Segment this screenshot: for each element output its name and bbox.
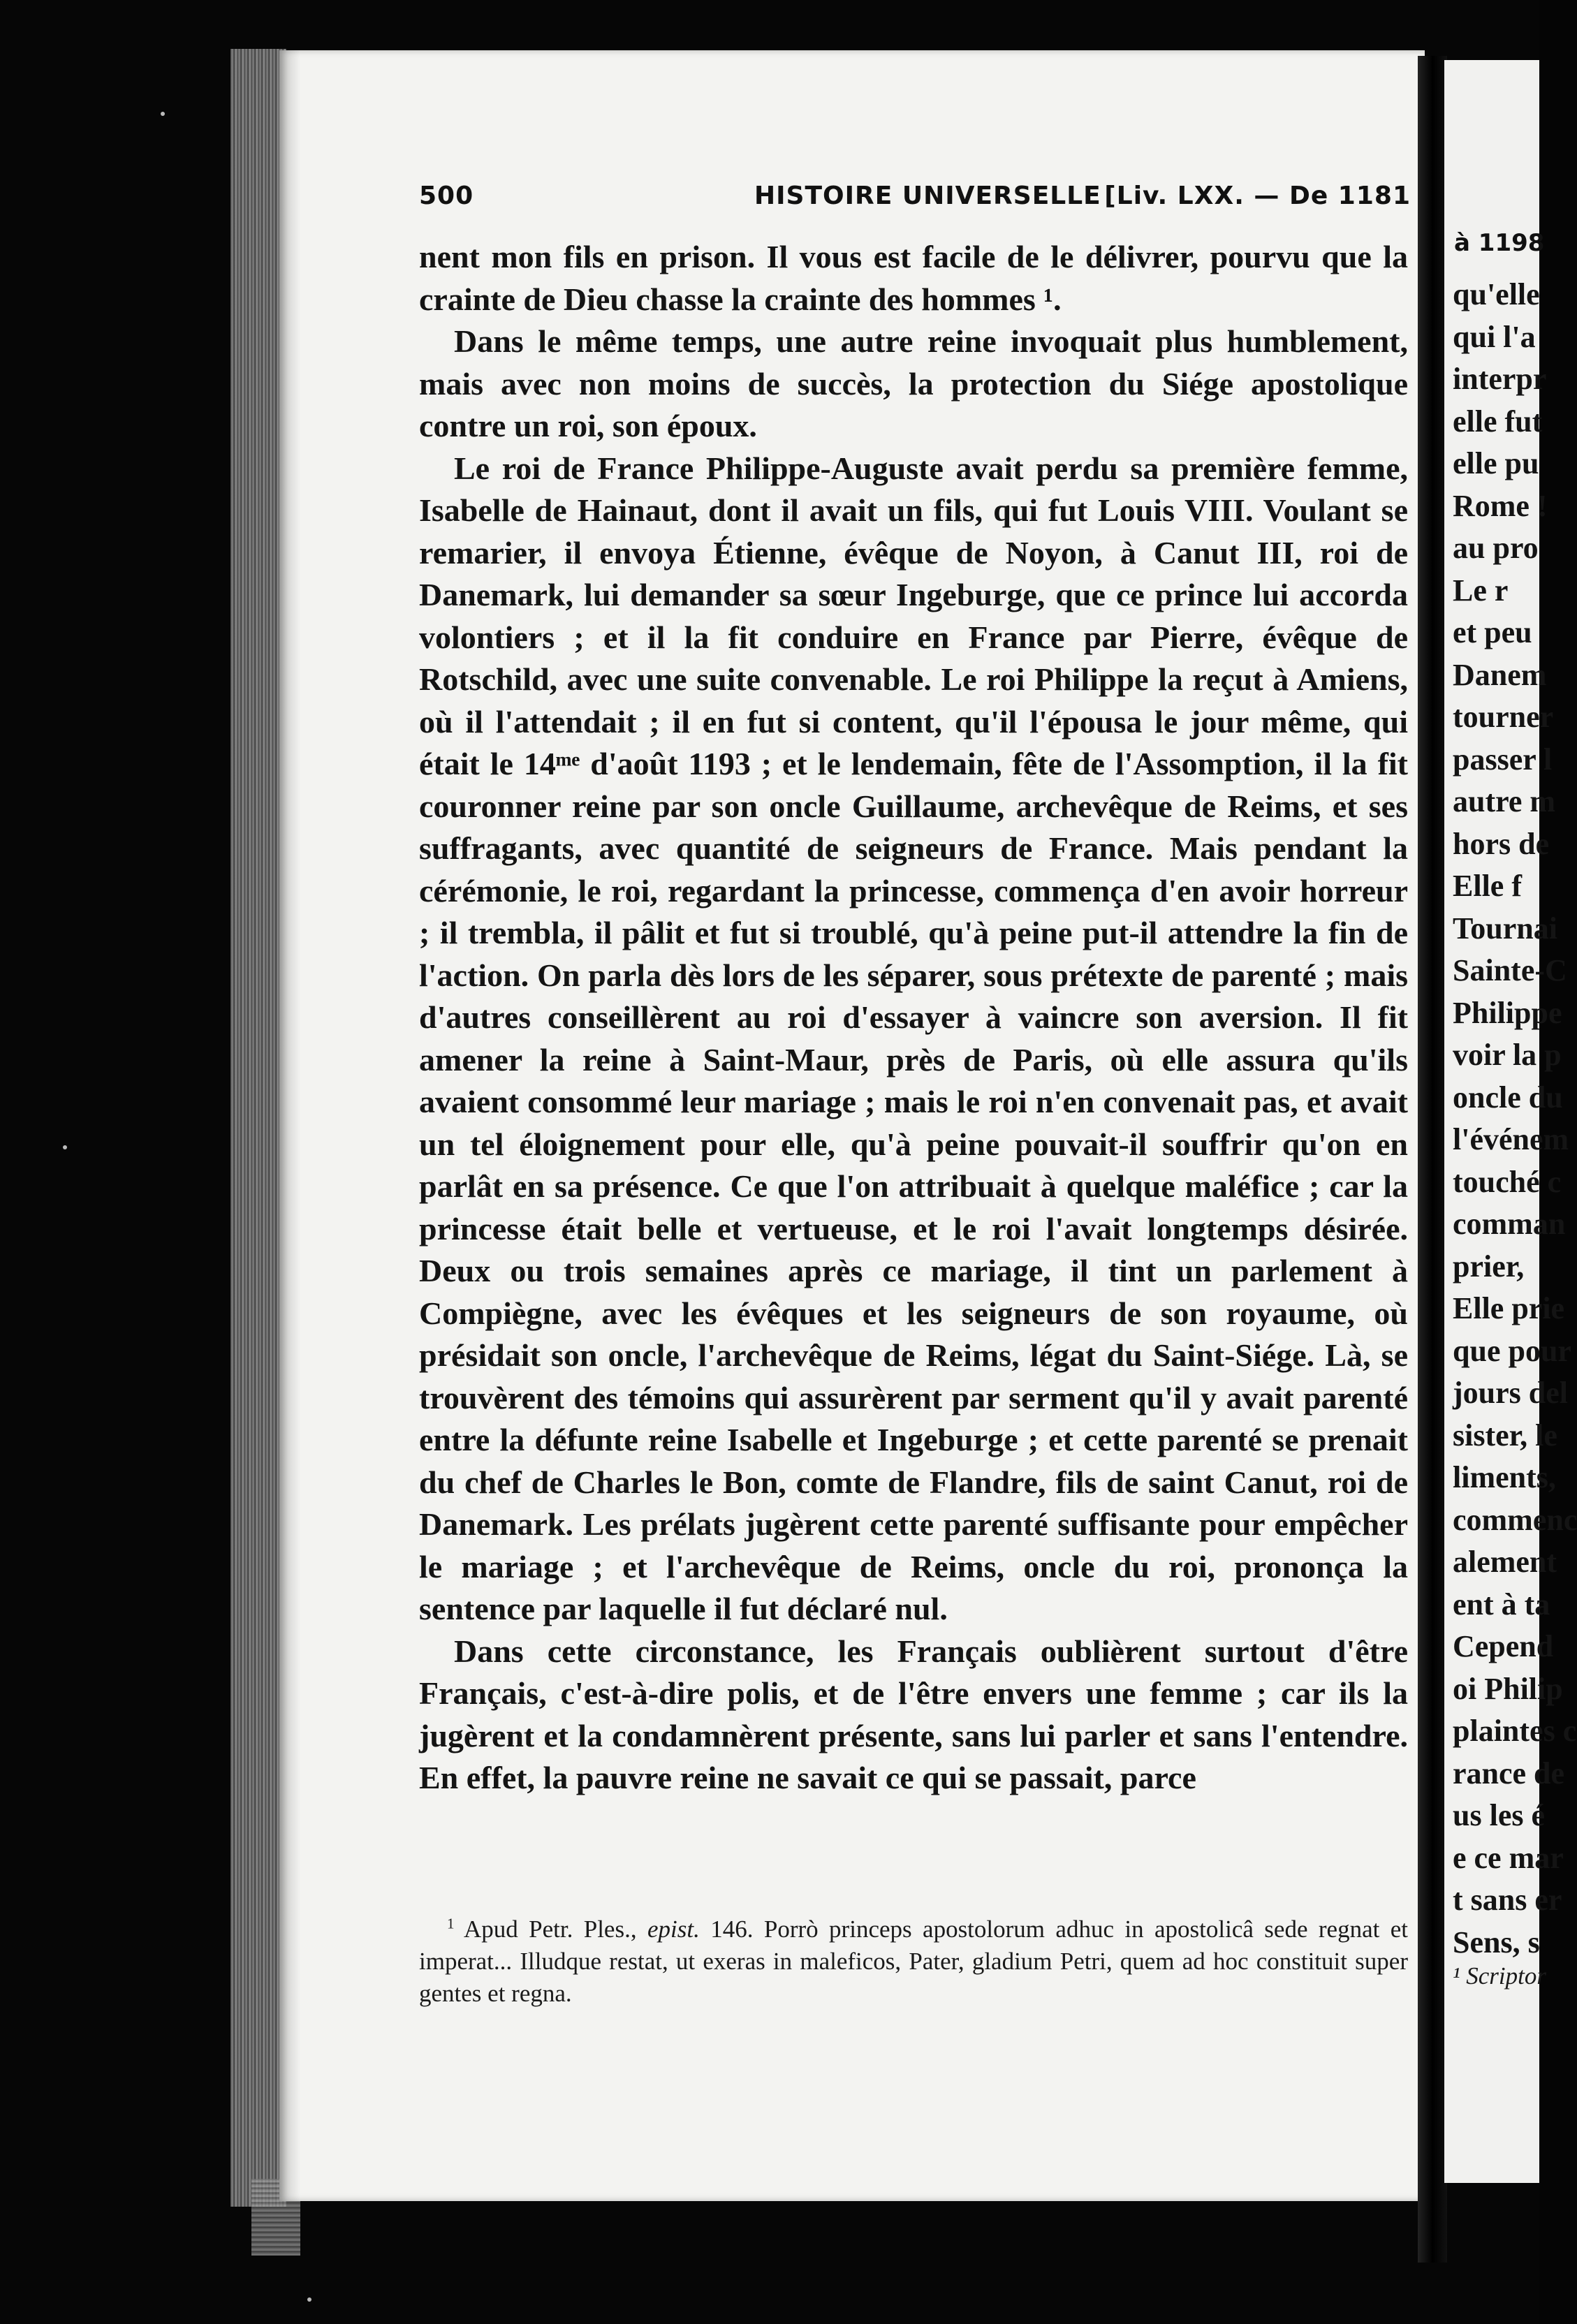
facing-page-line: jours del [1453,1376,1568,1410]
facing-page-line: Danem [1453,657,1547,692]
facing-page-lines [1453,274,1577,1964]
running-title: HISTOIRE UNIVERSELLE [754,182,1101,210]
page-number: 500 [419,182,474,210]
facing-page-line: voir la p [1453,1038,1562,1072]
facing-footnote: ¹ Scriptor [1453,1962,1546,1990]
book-page-edges [230,49,286,2207]
facing-page-line: e ce mar [1453,1840,1564,1875]
facing-page-line: us les é [1453,1798,1545,1832]
facing-page-line: passer l [1453,742,1553,777]
facing-page-line: Philippe [1453,995,1562,1030]
footnote [419,1913,1408,2010]
facing-page-line: oncle du [1453,1080,1563,1115]
facing-page-line: t sans er [1453,1883,1562,1917]
facing-page-line: Sainte-C [1453,953,1567,987]
facing-page-line: tourner [1453,700,1554,734]
facing-page-line: sister, le [1453,1418,1557,1452]
body-text [419,236,1408,1800]
facing-page-line: autre m [1453,784,1556,818]
paragraph: Dans cette circonstance, les Français oublièrent surtout d'être Français, c'est-à-dire polis, et de l'être envers une femme ; car ils la jugèrent et la condamnèrent présente, sans lui parler et sans l'entendre. En effet, la pauvre reine ne savait ce qui se passait, parce [419,1633,1408,1795]
scan-speck [63,1145,67,1149]
facing-page-line: Rome ! [1453,488,1548,523]
section-marker: [Liv. LXX. — De 1181 [1104,182,1411,210]
footnote-italic: epist. [647,1915,700,1943]
scan-speck [307,2297,311,2302]
facing-page-line: qu'elle [1453,277,1540,311]
paragraph: Le roi de France Philippe-Auguste avait perdu sa première femme, Isabelle de Hainaut, dont il avait un fils, qui fut Louis VIII. Voulant se remarier, il envoya Étienne, évêque de Noyon, à Canut III, roi de Danemark, lui demander sa sœur Ingeburge, que ce prince lui accorda volontiers ; et il la fit conduire en France par Pierre, évêque de Rotschild, avec une suite convenable. Le roi Philippe la reçut à Amiens, où il l'attendait ; il en fut si content, qu'il l'épousa le jour même, qui était le 14ᵐᵉ d'août 1193 ; et le lendemain, fête de l'Assomption, il la fit couronner reine par son oncle Guillaume, archevêque de Reims, et ses suffragants, avec quantité de seigneurs de France. Mais pendant la cérémonie, le roi, regardant la princesse, commença d'en avoir horreur ; il trembla, il pâlit et fut si troublé, qu'à peine put-il attendre la fin de l'action. On parla dès lors de les séparer, sous prétexte de parenté ; mais d'autres conseillèrent au roi d'essayer à vaincre son aversion. Il fit amener la reine à Saint-Maur, près de Paris, où elle assura qu'ils avaient consommé leur mariage ; mais le roi n'en convenait pas, et avait un tel éloignement pour elle, qu'à peine pouvait-il souffrir qu'on en parlât en sa présence. Ce que l'on attribuait à quelque maléfice ; car la princesse était belle et vertueuse, et le roi l'avait longtemps désirée. Deux ou trois semaines après ce mariage, il tint un parlement à Compiègne, avec les évêques et les seigneurs de son royaume, où présidait son oncle, l'archevêque de Reims, légat du Saint-Siége. Là, se trouvèrent des témoins qui assurèrent par serment qu'il y avait parenté entre la défunte reine Isabelle et Ingeburge ; et cette parenté se prenait du chef de Charles le Bon, comte de Flandre, fils de saint Canut, roi de Danemark. Les prélats jugèrent cette parenté suffisante pour empêcher le mariage ; et l'archevêque de Reims, oncle du roi, prononça la sentence par laquelle il fut déclaré nul. [419,450,1408,1626]
book-gutter [1418,56,1447,2263]
paragraph: nent mon fils en prison. Il vous est facile de le délivrer, pourvu que la crainte de Dieu chasse la crainte des hommes ¹. [419,239,1408,317]
paragraph: Dans le même temps, une autre reine invoquait plus humblement, mais avec non moins de succès, la protection du Siége apostolique contre un roi, son époux. [419,323,1408,443]
facing-page-line: Tournai [1453,911,1558,946]
facing-page-line: liments, [1453,1460,1556,1494]
facing-page-line: hors de [1453,826,1550,861]
page-shadow [279,50,300,2201]
facing-page-line: elle pu [1453,446,1539,480]
facing-running-head: à 1198 [1454,229,1545,257]
facing-page-line: touché c [1453,1164,1562,1199]
facing-page-line: que pour [1453,1333,1571,1368]
facing-page-line: plaintes c [1453,1714,1577,1748]
facing-page-line: prier, [1453,1249,1525,1284]
facing-page-line: qui l'a [1453,319,1536,354]
facing-page-line: oi Philip [1453,1671,1563,1706]
facing-page-line: commenc [1453,1502,1577,1537]
facing-page-line: Elle f [1453,869,1522,903]
facing-page [1444,60,1577,2183]
facing-page-line: Elle prie [1453,1291,1565,1325]
scan-speck [161,112,165,116]
facing-page-line: interpr [1453,362,1547,396]
footnote-text-start: Apud Petr. Ples., [463,1915,647,1943]
facing-page-line: l'événem [1453,1122,1569,1156]
facing-page-line: ent à ta [1453,1587,1550,1621]
facing-page-line: Cepend [1453,1629,1554,1663]
facing-page-line: elle fut [1453,404,1543,439]
facing-page-line: rance de [1453,1756,1565,1790]
footnote-text-end: 146. Porrò princeps apostolorum adhuc in apostolicâ sede regnat et imperat... Illudque restat, ut exeras in maleficos, Pater, gladium Petri, quem ad hoc constituit super gentes et regna. [419,1915,1408,2007]
footnote-marker: 1 [447,1915,455,1932]
facing-page-line: comman [1453,1207,1566,1241]
running-head [419,182,1411,216]
facing-page-line: alement [1453,1545,1557,1579]
facing-page-line: Le r [1453,573,1509,608]
facing-page-line: et peu [1453,615,1532,649]
facing-page-line: au pro [1453,531,1539,565]
facing-page-line: Sens, s [1453,1925,1540,1959]
